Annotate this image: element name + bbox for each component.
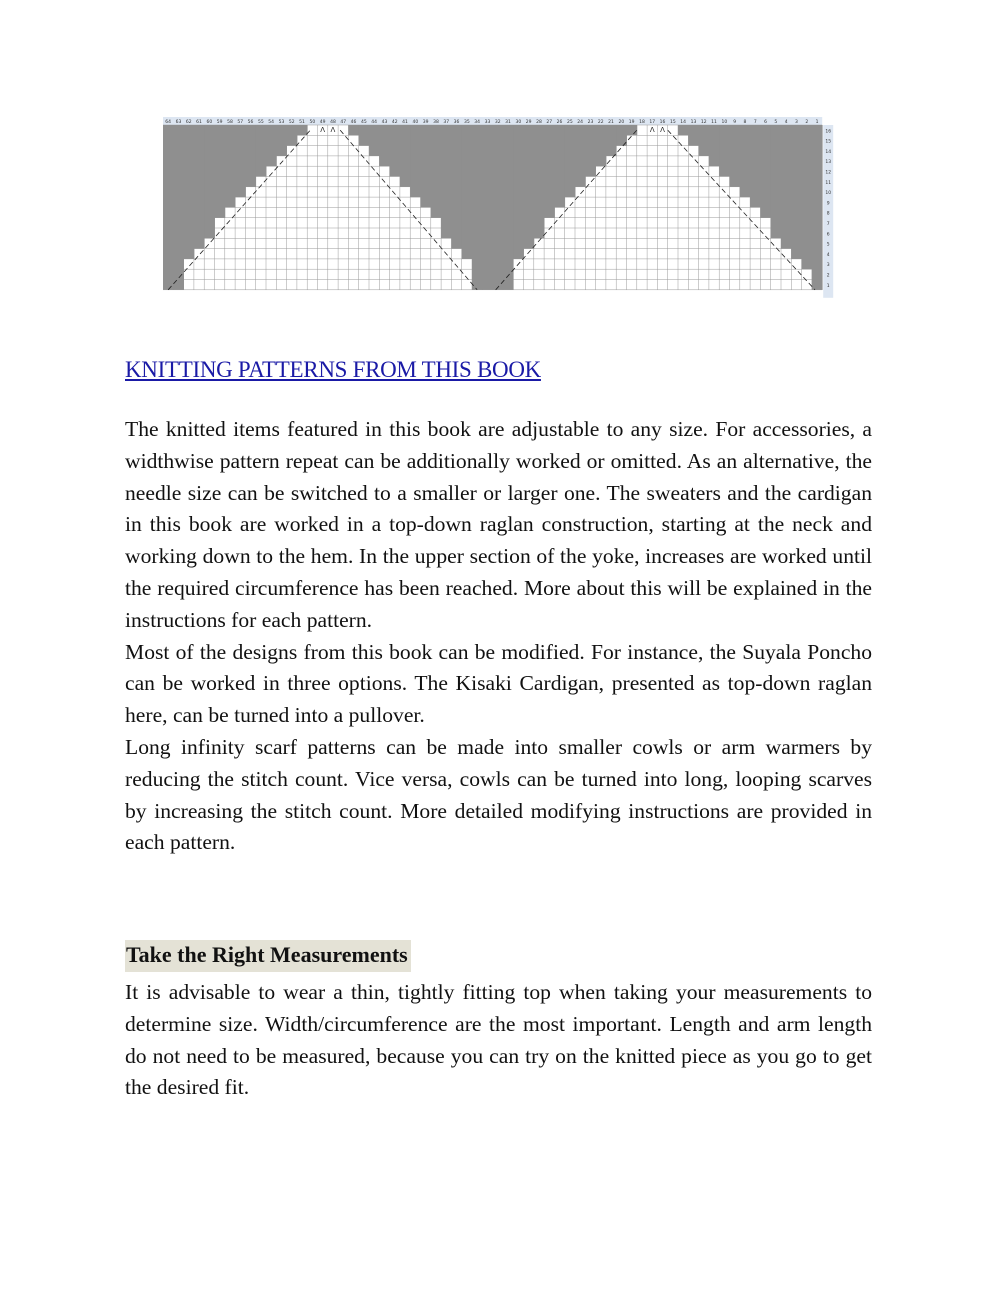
row-number: 10 bbox=[825, 191, 832, 197]
column-number: 6 bbox=[764, 120, 767, 125]
column-number: 22 bbox=[597, 120, 604, 125]
column-number: 5 bbox=[774, 120, 778, 125]
shaded-stitch-block bbox=[235, 125, 246, 197]
shaded-stitch-block bbox=[215, 125, 226, 218]
column-number: 26 bbox=[556, 120, 563, 125]
shaded-stitch-block bbox=[524, 125, 535, 249]
shaded-stitch-block bbox=[256, 125, 267, 177]
column-number: 54 bbox=[268, 120, 275, 125]
column-number: 52 bbox=[288, 120, 295, 125]
column-number: 40 bbox=[412, 120, 419, 125]
shaded-stitch-block bbox=[451, 125, 462, 249]
column-number: 16 bbox=[659, 120, 666, 125]
paragraph-modifications: Most of the designs from this book can be modified. For instance, the Suyala Poncho can be worked in three options. The Kisaki Cardigan, presented as top-down raglan here, can be turned into a pullover. bbox=[125, 639, 872, 728]
column-number: 10 bbox=[721, 120, 728, 125]
shaded-stitch-block bbox=[297, 125, 308, 135]
column-number: 62 bbox=[185, 120, 192, 125]
shaded-stitch-block bbox=[348, 125, 359, 135]
column-number: 30 bbox=[515, 120, 522, 125]
column-number: 45 bbox=[360, 120, 367, 125]
shaded-stitch-block bbox=[740, 125, 751, 197]
shaded-stitch-block bbox=[678, 125, 689, 135]
shaded-stitch-block bbox=[513, 125, 524, 259]
column-number: 39 bbox=[422, 120, 429, 125]
shaded-stitch-block bbox=[802, 125, 813, 269]
shaded-stitch-block bbox=[503, 125, 514, 290]
shaded-stitch-block bbox=[596, 125, 607, 166]
shaded-stitch-block bbox=[565, 125, 576, 197]
shaded-stitch-block bbox=[771, 125, 782, 238]
row-number: 11 bbox=[825, 180, 832, 186]
column-number: 2 bbox=[805, 120, 809, 125]
shaded-stitch-block bbox=[709, 125, 720, 166]
shaded-stitch-block bbox=[812, 125, 823, 290]
column-number: 61 bbox=[196, 120, 202, 125]
column-number: 13 bbox=[690, 120, 697, 125]
column-number: 60 bbox=[206, 120, 213, 125]
row-number: 14 bbox=[825, 149, 832, 155]
column-number: 42 bbox=[391, 120, 398, 125]
column-number: 20 bbox=[618, 120, 625, 125]
column-number: 48 bbox=[330, 120, 336, 125]
column-number: 56 bbox=[247, 120, 254, 125]
shaded-stitch-block bbox=[276, 125, 287, 156]
column-number: 49 bbox=[319, 120, 326, 125]
shaded-stitch-block bbox=[730, 125, 741, 187]
column-number: 63 bbox=[175, 120, 182, 125]
shaded-stitch-block bbox=[688, 125, 699, 146]
knitting-chart-svg bbox=[163, 117, 837, 300]
column-number: 32 bbox=[494, 120, 501, 125]
column-number: 29 bbox=[525, 120, 532, 125]
knitting-chart bbox=[163, 117, 837, 300]
shaded-stitch-block bbox=[390, 125, 401, 177]
column-number: 51 bbox=[299, 120, 305, 125]
column-number: 23 bbox=[587, 120, 594, 125]
shaded-stitch-block bbox=[616, 125, 627, 146]
column-number: 59 bbox=[216, 120, 223, 125]
row-number: 15 bbox=[825, 139, 832, 145]
shaded-stitch-block bbox=[760, 125, 771, 218]
shaded-stitch-block bbox=[184, 125, 195, 259]
shaded-stitch-block bbox=[606, 125, 617, 156]
stitch-symbol: Λ bbox=[330, 126, 336, 134]
shaded-stitch-block bbox=[421, 125, 432, 207]
column-number: 28 bbox=[536, 120, 542, 125]
shaded-stitch-block bbox=[369, 125, 380, 156]
shaded-stitch-block bbox=[245, 125, 256, 187]
shaded-stitch-block bbox=[493, 125, 504, 290]
column-number: 47 bbox=[340, 120, 347, 125]
shaded-stitch-block bbox=[575, 125, 586, 187]
column-number: 53 bbox=[278, 120, 285, 125]
row-number: 4 bbox=[826, 252, 830, 258]
row-number: 9 bbox=[826, 201, 830, 207]
column-number: 25 bbox=[566, 120, 573, 125]
shaded-stitch-block bbox=[204, 125, 215, 238]
column-number: 50 bbox=[309, 120, 316, 125]
shaded-stitch-block bbox=[431, 125, 442, 218]
column-number: 31 bbox=[505, 120, 511, 125]
column-number: 35 bbox=[463, 120, 470, 125]
column-number: 43 bbox=[381, 120, 388, 125]
shaded-stitch-block bbox=[163, 125, 174, 290]
column-number: 4 bbox=[784, 120, 788, 125]
shaded-stitch-block bbox=[781, 125, 792, 249]
shaded-stitch-block bbox=[544, 125, 555, 218]
shaded-stitch-block bbox=[699, 125, 710, 156]
column-number: 37 bbox=[443, 120, 450, 125]
shaded-stitch-block bbox=[462, 125, 473, 259]
row-number: 7 bbox=[826, 222, 830, 227]
shaded-stitch-block bbox=[534, 125, 545, 238]
column-number: 11 bbox=[711, 120, 717, 125]
column-number: 1 bbox=[815, 120, 819, 125]
column-number: 41 bbox=[402, 120, 408, 125]
column-number: 8 bbox=[743, 120, 747, 125]
measurements-heading: Take the Right Measurements bbox=[125, 940, 411, 972]
shaded-stitch-block bbox=[554, 125, 565, 207]
shaded-stitch-block bbox=[482, 125, 493, 290]
column-number: 7 bbox=[753, 120, 757, 125]
column-number: 57 bbox=[237, 120, 244, 125]
column-number: 46 bbox=[350, 120, 357, 125]
stitch-symbol: Λ bbox=[320, 126, 326, 134]
stitch-symbol: Λ bbox=[649, 126, 655, 134]
column-number: 14 bbox=[680, 120, 687, 125]
column-number: 64 bbox=[165, 120, 172, 125]
column-number: 44 bbox=[371, 120, 378, 125]
row-number: 5 bbox=[826, 242, 830, 248]
column-number: 3 bbox=[795, 120, 798, 125]
column-number: 33 bbox=[484, 120, 491, 125]
column-number: 17 bbox=[649, 120, 656, 125]
section-title-link[interactable]: KNITTING PATTERNS FROM THIS BOOK bbox=[125, 357, 541, 382]
shaded-stitch-block bbox=[472, 125, 483, 290]
shaded-stitch-block bbox=[194, 125, 205, 249]
column-number: 38 bbox=[433, 120, 439, 125]
row-number: 16 bbox=[825, 129, 832, 135]
row-number: 6 bbox=[826, 232, 830, 238]
shaded-stitch-block bbox=[287, 125, 298, 146]
shaded-stitch-block bbox=[400, 125, 411, 187]
paragraph-scarves: Long infinity scarf patterns can be made into smaller cowls or arm warmers by reducing the stitch count. Vice versa, cowls can be turned into long, looping scarves by increasing the stitch count. More detailed modifying instructions are provided in each pattern. bbox=[125, 734, 872, 855]
shaded-stitch-block bbox=[719, 125, 730, 177]
shaded-stitch-block bbox=[410, 125, 421, 197]
column-number: 36 bbox=[453, 120, 460, 125]
row-number: 8 bbox=[826, 211, 830, 217]
column-number: 19 bbox=[628, 120, 635, 125]
shaded-stitch-block bbox=[441, 125, 452, 238]
shaded-stitch-block bbox=[173, 125, 184, 290]
column-number: 15 bbox=[669, 120, 676, 125]
shaded-stitch-block bbox=[379, 125, 390, 166]
row-number: 13 bbox=[825, 160, 832, 166]
measurements-text-block bbox=[125, 977, 872, 1104]
row-number: 2 bbox=[826, 273, 830, 279]
paragraph-adjustable-sizes: The knitted items featured in this book are adjustable to any size. For accessories, a widthwise pattern repeat can be additionally worked or omitted. As an alternative, the needle size can be switched to a smaller or larger one. The sweaters and the cardigan in this book are worked in a top-down raglan construction, starting at the neck and working down to the hem. In the upper section of the yoke, increases are worked until the required circumference has been reached. More about this will be explained in the instructions for each pattern. bbox=[125, 417, 872, 632]
column-number: 12 bbox=[700, 120, 707, 125]
row-number: 1 bbox=[826, 283, 830, 289]
column-number: 27 bbox=[546, 120, 553, 125]
shaded-stitch-block bbox=[585, 125, 596, 177]
column-number: 34 bbox=[474, 120, 481, 125]
column-number: 18 bbox=[639, 120, 645, 125]
stitch-symbol: Λ bbox=[660, 126, 665, 134]
row-number: 12 bbox=[825, 170, 832, 176]
shaded-stitch-block bbox=[627, 125, 638, 135]
shaded-stitch-block bbox=[791, 125, 802, 259]
intro-text-block bbox=[125, 414, 872, 859]
column-number: 9 bbox=[733, 120, 737, 125]
shaded-stitch-block bbox=[266, 125, 277, 166]
row-number: 3 bbox=[826, 263, 830, 269]
column-number: 21 bbox=[608, 120, 614, 125]
column-number: 24 bbox=[577, 120, 584, 125]
column-number: 58 bbox=[227, 120, 233, 125]
column-number: 55 bbox=[257, 120, 264, 125]
shaded-stitch-block bbox=[359, 125, 370, 146]
paragraph-measurements: It is advisable to wear a thin, tightly fitting top when taking your measurements to determine size. Width/circumference are the most important. Length and arm length do not need to be measured, because you can try on the knitted piece as you go to get the desired fit. bbox=[125, 980, 872, 1100]
shaded-stitch-block bbox=[225, 125, 236, 207]
shaded-stitch-block bbox=[750, 125, 761, 207]
